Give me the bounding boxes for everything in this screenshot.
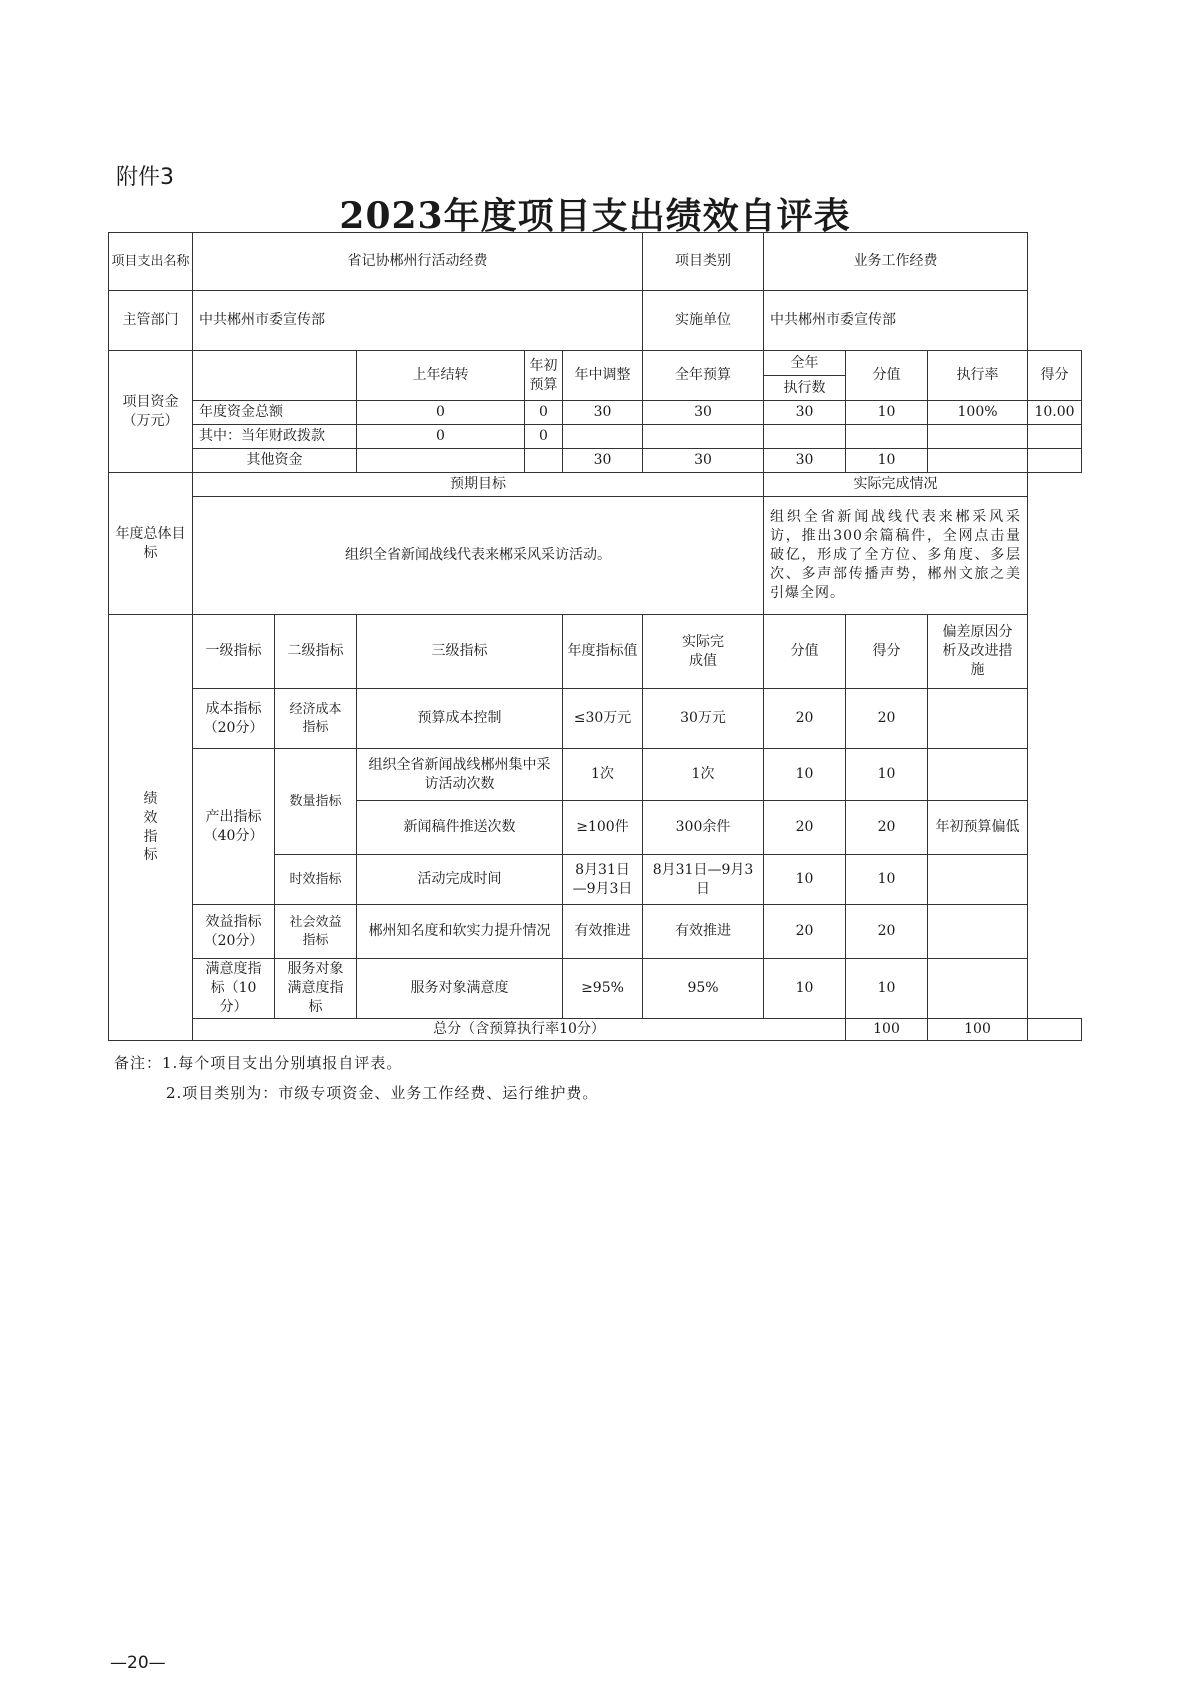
ind-note <box>928 689 1028 749</box>
category-value: 业务工作经费 <box>764 233 1028 291</box>
funds-row-name: 其他资金 <box>193 449 357 473</box>
funds-header-exec: 执行数 <box>764 376 846 401</box>
unit-label: 实施单位 <box>643 291 764 351</box>
funds-header-mid: 年中调整 <box>563 351 643 401</box>
ind-actual: 8月31日—9月3日 <box>643 855 764 905</box>
category-label: 项目类别 <box>643 233 764 291</box>
funds-row-exec: 30 <box>764 449 846 473</box>
ind-note <box>928 855 1028 905</box>
funds-label: 项目资金（万元） <box>109 351 193 473</box>
ind-actual: 有效推进 <box>643 905 764 959</box>
funds-row-rate <box>928 425 1028 449</box>
ind-l3: 组织全省新闻战线郴州集中采访活动次数 <box>357 749 563 801</box>
funds-row-initial <box>525 449 563 473</box>
dept-value: 中共郴州市委宣传部 <box>193 291 643 351</box>
goals-actual-text: 组织全省新闻战线代表来郴采风采访，推出300余篇稿件，全网点击量破亿，形成了全方位、多角度、多层次、多声部传播声势，郴州文旅之美引爆全网。 <box>764 497 1028 615</box>
ind-header-value: 分值 <box>764 615 846 689</box>
ind-l3: 新闻稿件推送次数 <box>357 801 563 855</box>
ind-value: 10 <box>764 749 846 801</box>
indicators-label: 绩效指标 <box>109 615 193 1041</box>
ind-score: 20 <box>846 801 928 855</box>
ind-l2-quantity: 数量指标 <box>275 749 357 855</box>
ind-header-target: 年度指标值 <box>563 615 643 689</box>
total-note <box>1028 1019 1082 1041</box>
ind-actual: 1次 <box>643 749 764 801</box>
ind-l2-social: 社会效益指标 <box>275 905 357 959</box>
funds-row-full: 30 <box>643 401 764 425</box>
total-value: 100 <box>846 1019 928 1041</box>
note-1: 备注：1.每个项目支出分别填报自评表。 <box>114 1054 403 1072</box>
ind-target: 有效推进 <box>563 905 643 959</box>
ind-actual: 30万元 <box>643 689 764 749</box>
ind-target: 8月31日—9月3日 <box>563 855 643 905</box>
funds-row-name: 年度资金总额 <box>193 401 357 425</box>
funds-header-initial: 年初预算 <box>525 351 563 401</box>
project-name-value: 省记协郴州行活动经费 <box>193 233 643 291</box>
ind-l2-economic: 经济成本指标 <box>275 689 357 749</box>
total-score: 100 <box>928 1019 1028 1041</box>
funds-row-score <box>1028 449 1082 473</box>
performance-table <box>108 232 1082 1041</box>
goals-expected-label: 预期目标 <box>193 473 764 497</box>
ind-value: 10 <box>764 855 846 905</box>
funds-row-rate: 100% <box>928 401 1028 425</box>
funds-row-mid <box>563 425 643 449</box>
funds-header-carry: 上年结转 <box>357 351 525 401</box>
ind-l1-cost: 成本指标（20分） <box>193 689 275 749</box>
funds-row-carry <box>357 449 525 473</box>
ind-score: 10 <box>846 959 928 1019</box>
ind-score: 10 <box>846 749 928 801</box>
ind-target: 1次 <box>563 749 643 801</box>
note-2: 2.项目类别为：市级专项资金、业务工作经费、运行维护费。 <box>166 1084 599 1102</box>
ind-header-actual: 实际完成值 <box>643 615 764 689</box>
ind-score: 20 <box>846 905 928 959</box>
goals-expected-text: 组织全省新闻战线代表来郴采风采访活动。 <box>193 497 764 615</box>
funds-row-initial: 0 <box>525 401 563 425</box>
ind-value: 20 <box>764 905 846 959</box>
ind-header-l1: 一级指标 <box>193 615 275 689</box>
funds-row-score-value: 10 <box>846 449 928 473</box>
funds-row-mid: 30 <box>563 401 643 425</box>
ind-header-l2: 二级指标 <box>275 615 357 689</box>
goals-label: 年度总体目标 <box>109 473 193 615</box>
page-number: —20— <box>110 1653 166 1673</box>
page-title: 2023年度项目支出绩效自评表 <box>339 195 851 237</box>
funds-row-full <box>643 425 764 449</box>
funds-row-score-value: 10 <box>846 401 928 425</box>
ind-target: ≤30万元 <box>563 689 643 749</box>
unit-value: 中共郴州市委宣传部 <box>764 291 1028 351</box>
notes <box>114 1048 598 1108</box>
funds-row-mid: 30 <box>563 449 643 473</box>
ind-note: 年初预算偏低 <box>928 801 1028 855</box>
attachment-label: 附件3 <box>116 165 174 190</box>
ind-value: 20 <box>764 801 846 855</box>
ind-note <box>928 959 1028 1019</box>
ind-target: ≥100件 <box>563 801 643 855</box>
ind-value: 20 <box>764 689 846 749</box>
funds-row-exec: 30 <box>764 401 846 425</box>
funds-row-carry: 0 <box>357 425 525 449</box>
ind-target: ≥95% <box>563 959 643 1019</box>
ind-header-note: 偏差原因分析及改进措施 <box>928 615 1028 689</box>
ind-value: 10 <box>764 959 846 1019</box>
ind-l2-service: 服务对象满意度指标 <box>275 959 357 1019</box>
project-name-label: 项目支出名称 <box>109 233 193 291</box>
ind-l3: 活动完成时间 <box>357 855 563 905</box>
dept-label: 主管部门 <box>109 291 193 351</box>
funds-row-full: 30 <box>643 449 764 473</box>
funds-row-initial: 0 <box>525 425 563 449</box>
funds-header-score: 得分 <box>1028 351 1082 401</box>
ind-actual: 95% <box>643 959 764 1019</box>
funds-row-name: 其中：当年财政拨款 <box>193 425 357 449</box>
ind-l3: 郴州知名度和软实力提升情况 <box>357 905 563 959</box>
ind-header-l3: 三级指标 <box>357 615 563 689</box>
ind-score: 20 <box>846 689 928 749</box>
ind-score: 10 <box>846 855 928 905</box>
ind-l1-benefit: 效益指标（20分） <box>193 905 275 959</box>
ind-l3: 预算成本控制 <box>357 689 563 749</box>
funds-row-score: 10.00 <box>1028 401 1082 425</box>
funds-row-carry: 0 <box>357 401 525 425</box>
funds-header-blank <box>193 351 357 401</box>
funds-row-score-value <box>846 425 928 449</box>
funds-header-full: 全年预算 <box>643 351 764 401</box>
funds-header-year: 全年 <box>764 351 846 376</box>
ind-note <box>928 905 1028 959</box>
funds-header-rate: 执行率 <box>928 351 1028 401</box>
ind-header-score: 得分 <box>846 615 928 689</box>
funds-header-score-value: 分值 <box>846 351 928 401</box>
funds-row-score <box>1028 425 1082 449</box>
ind-l1-output: 产出指标（40分） <box>193 749 275 905</box>
total-label: 总分（含预算执行率10分） <box>193 1019 846 1041</box>
funds-row-exec <box>764 425 846 449</box>
ind-l2-timeliness: 时效指标 <box>275 855 357 905</box>
ind-actual: 300余件 <box>643 801 764 855</box>
goals-actual-label: 实际完成情况 <box>764 473 1028 497</box>
ind-l3: 服务对象满意度 <box>357 959 563 1019</box>
ind-note <box>928 749 1028 801</box>
ind-l1-satisfaction: 满意度指标（10分） <box>193 959 275 1019</box>
funds-row-rate <box>928 449 1028 473</box>
